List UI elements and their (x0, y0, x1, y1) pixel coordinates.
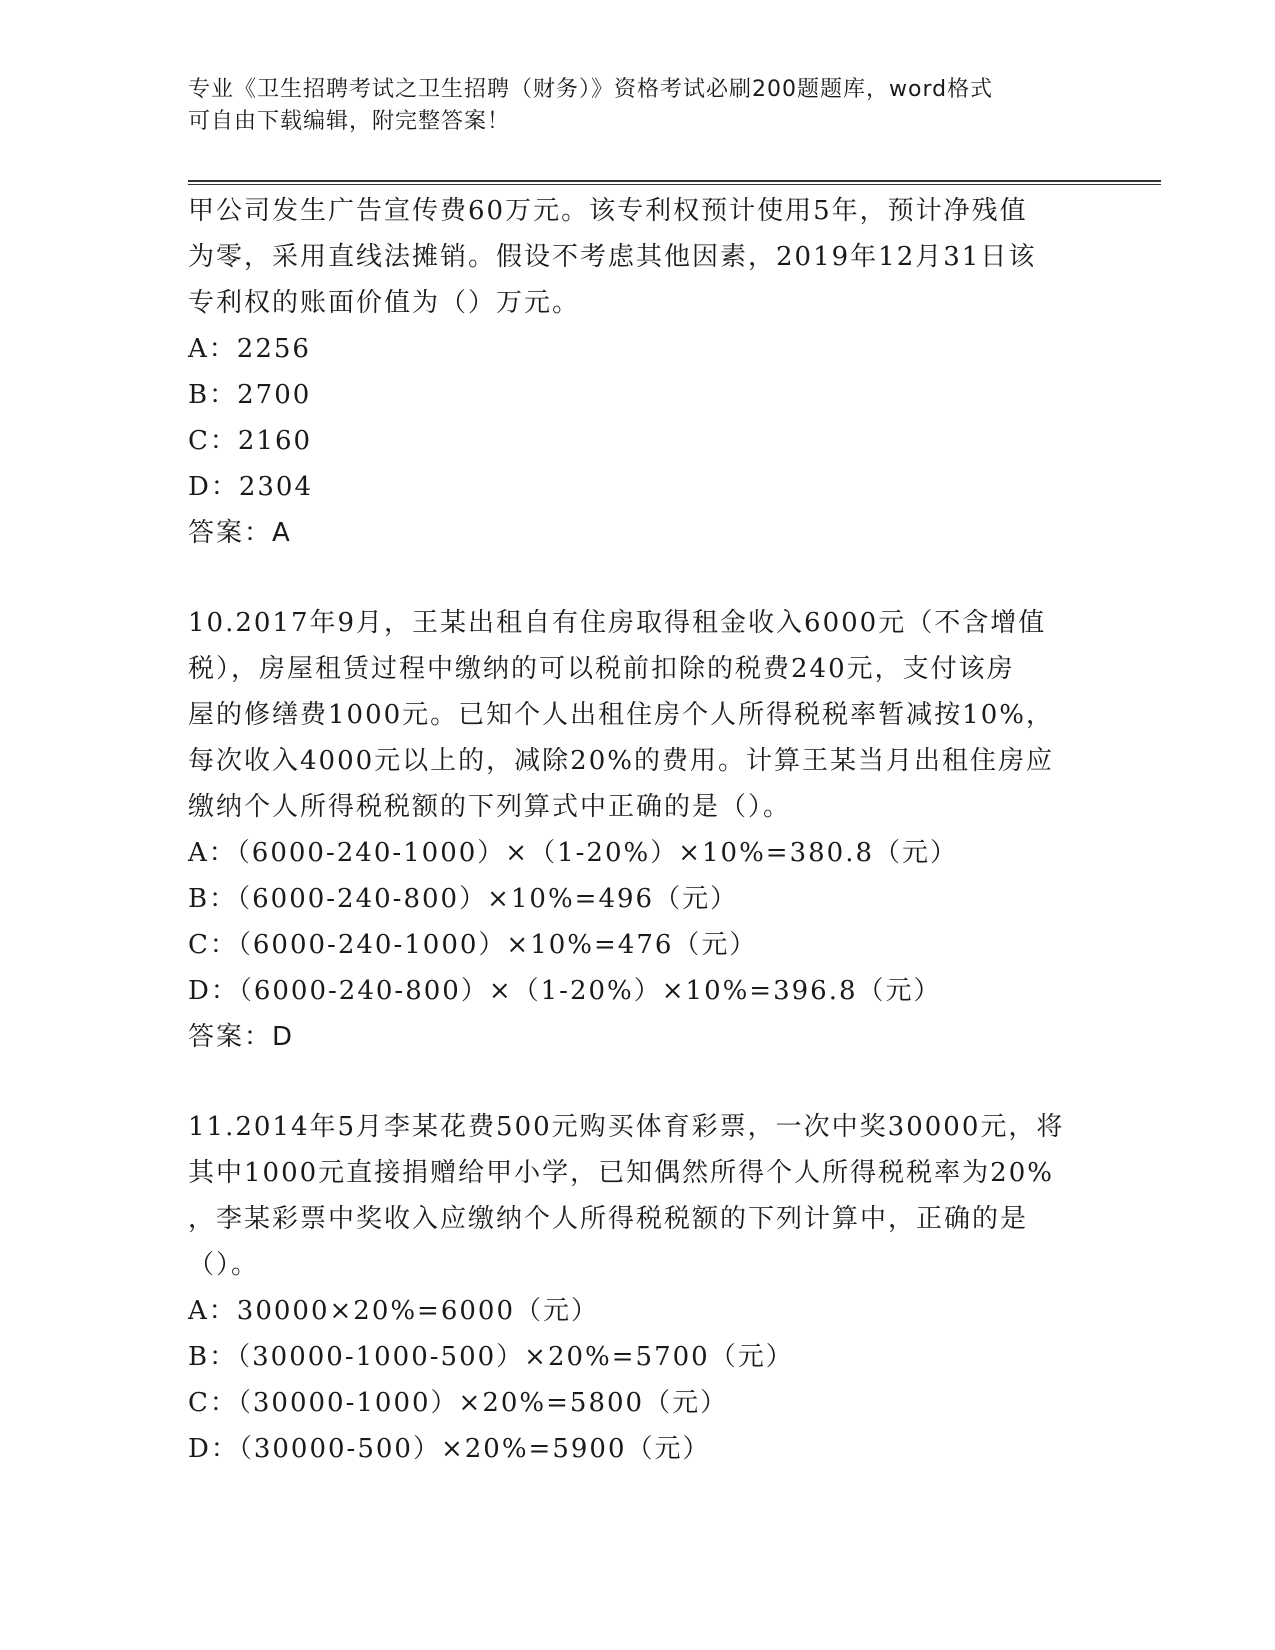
stem-line: 税），房屋租赁过程中缴纳的可以税前扣除的税费240元，支付该房 (188, 654, 1015, 684)
option-d: D：2304 (188, 472, 314, 502)
stem-line: 屋的修缮费1000元。已知个人出租住房个人所得税税率暂减按10%， (188, 700, 1054, 730)
page-header (188, 74, 1088, 138)
header-divider (188, 180, 1161, 185)
answer-line: 答案：D (188, 1022, 295, 1052)
option-c: C：（6000-240-1000）×10%=476（元） (188, 930, 758, 960)
option-a: A：（6000-240-1000）×（1-20%）×10%=380.8（元） (188, 838, 959, 868)
stem-line: ，李某彩票中奖收入应缴纳个人所得税税额的下列计算中，正确的是 (188, 1204, 1029, 1234)
stem-line: 专利权的账面价值为（）万元。 (188, 288, 581, 318)
option-a: A：2256 (188, 334, 311, 364)
header-title-line-1: 专业《卫生招聘考试之卫生招聘（财务）》资格考试必刷200题题库，word格式 (188, 77, 994, 102)
stem-line: 其中1000元直接捐赠给甲小学，已知偶然所得个人所得税税率为20% (188, 1158, 1054, 1188)
question-stem (188, 1104, 1088, 1288)
option-a: A：30000×20%=6000（元） (188, 1296, 600, 1326)
option-c: C：2160 (188, 426, 313, 456)
option-d: D：（6000-240-800）×（1-20%）×10%=396.8（元） (188, 976, 942, 1006)
question-item (188, 600, 1088, 1060)
option-c: C：（30000-1000）×20%=5800（元） (188, 1388, 729, 1418)
header-title-line-2: 可自由下载编辑，附完整答案！ (188, 109, 511, 134)
stem-line: 为零，采用直线法摊销。假设不考虑其他因素，2019年12月31日该 (188, 242, 1037, 272)
option-b: B：2700 (188, 380, 312, 410)
stem-line: 11.2014年5月李某花费500元购买体育彩票，一次中奖30000元，将 (188, 1112, 1065, 1142)
stem-line: （）。 (188, 1250, 260, 1280)
question-item (188, 1104, 1088, 1472)
question-list (188, 188, 1088, 1472)
stem-line: 10.2017年9月，王某出租自有住房取得租金收入6000元（不含增值 (188, 608, 1047, 638)
question-stem (188, 600, 1088, 830)
question-stem (188, 188, 1088, 326)
answer-line: 答案：A (188, 518, 292, 548)
stem-line: 缴纳个人所得税税额的下列算式中正确的是（）。 (188, 792, 792, 822)
question-item (188, 188, 1088, 556)
option-d: D：（30000-500）×20%=5900（元） (188, 1434, 711, 1464)
stem-line: 甲公司发生广告宣传费60万元。该专利权预计使用5年，预计净残值 (188, 196, 1028, 226)
stem-line: 每次收入4000元以上的，减除20%的费用。计算王某当月出租住房应 (188, 746, 1054, 776)
option-b: B：（30000-1000-500）×20%=5700（元） (188, 1342, 794, 1372)
option-b: B：（6000-240-800）×10%=496（元） (188, 884, 739, 914)
